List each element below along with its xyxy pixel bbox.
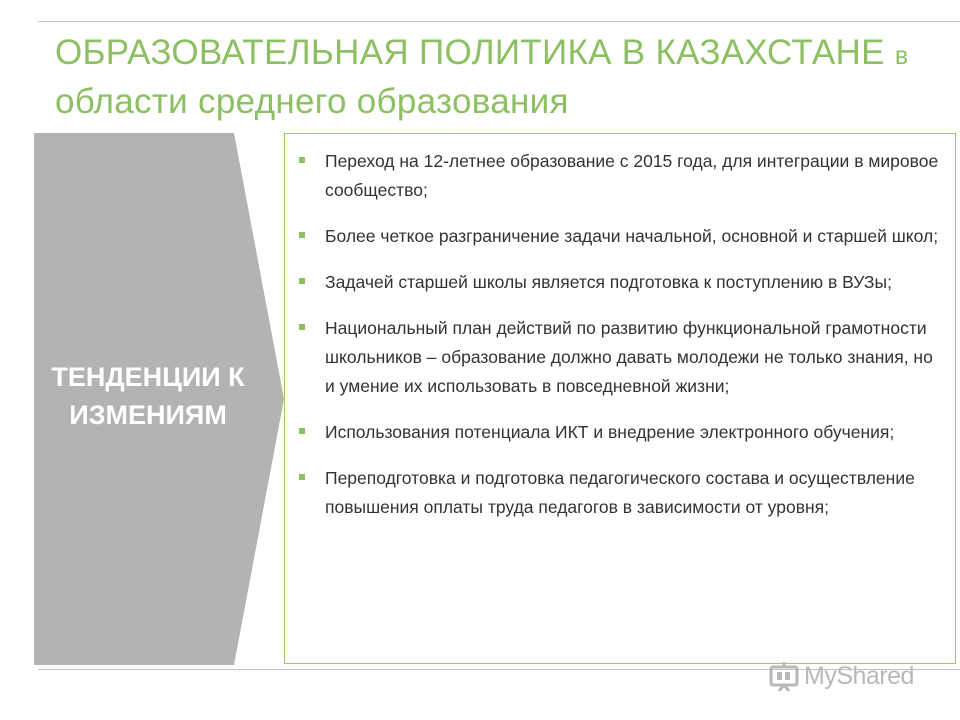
list-item-text: Использования потенциала ИКТ и внедрение электронного обучения; xyxy=(325,422,895,442)
list-item-text: Переход на 12-летнее образование с 2015 года, для интеграции в мировое сообщество; xyxy=(325,151,939,200)
square-bullet-icon xyxy=(299,232,305,238)
trends-label xyxy=(34,358,262,434)
square-bullet-icon xyxy=(299,428,305,434)
square-bullet-icon xyxy=(299,157,305,163)
top-divider xyxy=(38,21,960,22)
trends-label-line2: ИЗМЕНИЯМ xyxy=(69,400,227,430)
content-panel xyxy=(284,133,956,664)
title-line2: области среднего образования xyxy=(55,82,569,121)
list-item xyxy=(297,222,942,251)
title-suffix: в xyxy=(894,42,909,70)
presentation-screen-icon xyxy=(768,660,800,692)
watermark-text: MyShared xyxy=(804,661,914,690)
square-bullet-icon xyxy=(299,278,305,284)
list-item-text: Переподготовка и подготовка педагогического состава и осуществление повышения оплаты труда педагогов в зависимости от уровня; xyxy=(325,468,915,517)
square-bullet-icon xyxy=(299,324,305,330)
watermark xyxy=(768,658,914,694)
bullet-list xyxy=(297,147,942,539)
list-item xyxy=(297,314,942,401)
list-item xyxy=(297,418,942,447)
trends-label-line1: ТЕНДЕНЦИИ К xyxy=(51,362,245,392)
title-main: ОБРАЗОВАТЕЛЬНАЯ ПОЛИТИКА В КАЗАХСТАНЕ xyxy=(55,33,885,72)
square-bullet-icon xyxy=(299,474,305,480)
list-item-text: Задачей старшей школы является подготовка к поступлению в ВУЗы; xyxy=(325,272,892,292)
list-item xyxy=(297,464,942,522)
list-item-text: Более четкое разграничение задачи начальной, основной и старшей школ; xyxy=(325,226,939,246)
slide-title xyxy=(55,30,955,125)
list-item xyxy=(297,147,942,205)
trends-chevron xyxy=(34,133,286,665)
list-item xyxy=(297,268,942,297)
list-item-text: Национальный план действий по развитию функциональной грамотности школьников – образование должно давать молодежи не только знания, но и умение их использовать в повседневной жизни; xyxy=(325,318,933,396)
